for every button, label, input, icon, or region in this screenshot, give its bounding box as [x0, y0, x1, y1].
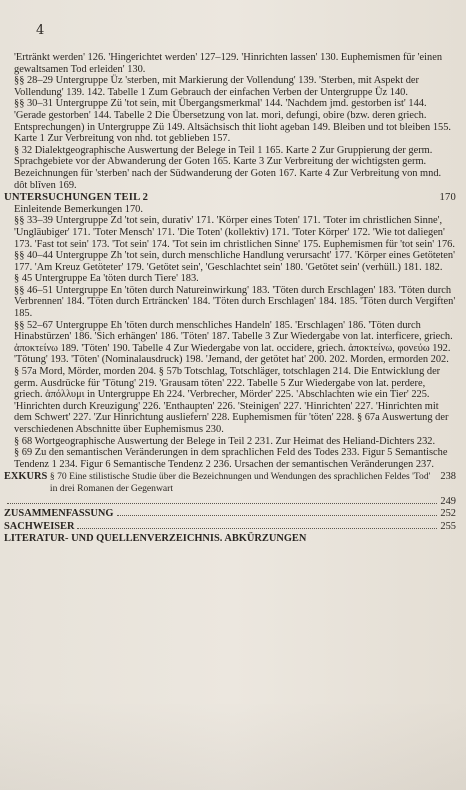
- toc-entry: §§ 52–67 Untergruppe Eh 'töten durch menschliches Handeln' 185. 'Erschlagen' 186. 'Töten durch Hinabstürzen' 186. 'Sich erhängen' 186. 'Töten' 187. Tabelle 3 Zur Wiedergabe von lat. interficere, griech. ἀποκτείνω 189. 'Töten' 190. Tabelle 4 Zur Wiedergabe von lat. occidere, griech. ἀποκτείνω, φονεύω 192. 'Tötung' 193. 'Töten' (Nominalausdruck) 198. 'Jemand, der getötet hat' 200. 202. Morden, ermorden 202. § 57a Mord, Mörder, morden 204. § 57b Totschlag, Totschläger, totschlagen 214. Die Entwicklung der germ. Ausdrücke für 'Tötung' 219. 'Grausam töten' 222. Tabelle 5 Zur Wiedergabe von lat. perdere, griech. ἀπόλλυμι in Untergruppe Eh 224. 'Verbrecher, Mörder' 225. 'Abschlachten wie ein Tier' 225. 'Hinrichten durch Kreuzigung' 226. 'Enthaupten' 226. 'Steinigen' 227. 'Hinrichten' 227. 'Hinrichten mit dem Schwert' 227. 'Zur Hinrichtung ausliefern' 228. Euphemismen für 'töten' 228. § 67a Auswertung der verschiedenen Abschnitte über Euphemismus 230.: [14, 319, 453, 435]
- exkurs-entry-2: [4, 496, 456, 508]
- zusammenfassung-entry: [4, 508, 456, 520]
- leader-dots: [117, 515, 438, 516]
- toc-entry: §§ 33–39 Untergruppe Zd 'tot sein, durativ' 171. 'Körper eines Toten' 171. 'Toter im christlichen Sinne', 'Ungläubiger' 171. 'Toter Mensch' 171. 'Die Toten' (kollektiv) 171. 'Toter Körper' 172. 'Wie tot daliegen' 173. 'Fast tot sein' 173. 'Tot sein' 174. 'Tot sein im christlichen Sinne' 175. Euphemismen für 'tot sein' 176.: [14, 215, 455, 250]
- toc-entry: Einleitende Bemerkungen 170.: [14, 203, 143, 215]
- toc-entry: § 69 Zu den semantischen Veränderungen in dem sprachlichen Feld des Todes 233. Figur 5 Semantische Tendenz 1 234. Figur 6 Semantische Tendenz 2 236. Ursachen der semantischen Veränderungen 237.: [14, 447, 448, 470]
- toc-entry: §§ 30–31 Untergruppe Zü 'tot sein, mit Übergangsmerkmal' 144. 'Nachdem jmd. gestorben ist' 144. 'Gerade gestorben' 144. Tabelle 2 Die Übersetzung von lat. mori, defungi, obire (bzw. deren griech. Entsprechungen) in Untergruppe Zü 149. Altsächsisch thit lioht ageban 149. Bleiben und tot bleiben 155. Karte 1 Zur Verbreitung von nhd. tot geblieben 157.: [14, 98, 451, 145]
- sachweiser-entry: [4, 521, 456, 533]
- section-heading-teil-2: [4, 192, 456, 204]
- leader-dots: [77, 528, 437, 529]
- exkurs-entry: [4, 471, 456, 494]
- zusammenfassung-label: ZUSAMMENFASSUNG: [4, 508, 114, 520]
- zusammenfassung-page: 252: [440, 508, 456, 520]
- section-heading-label: UNTERSUCHUNGEN TEIL 2: [4, 192, 149, 204]
- sachweiser-page: 255: [440, 520, 456, 532]
- toc-entry: § 32 Dialektgeographische Auswertung der Belege in Teil 1 165. Karte 2 Zur Gruppierung der germ. Sprachgebiete vor der Abwanderung der Goten 165. Karte 3 Zur Verbreitung der wichtigsten germ. Bezeichnungen für 'sterben' nach der Südwanderung der Goten 167. Karte 4 Zur Verbreitung von mnd. dôt blîven 169.: [14, 144, 442, 191]
- page-shadow: [0, 700, 466, 790]
- literatur-label: LITERATUR- UND QUELLENVERZEICHNIS. ABKÜRZUNGEN: [4, 533, 307, 545]
- toc-entry: § 68 Wortgeographische Auswertung der Belege in Teil 2 231. Zur Heimat des Heliand-Dichters 232.: [14, 435, 436, 447]
- leader-dots: [7, 503, 437, 504]
- toc-entry: §§ 40–44 Untergruppe Zh 'tot sein, durch menschliche Handlung verursacht' 177. 'Körper eines Getöteten' 177. 'Am Kreuz Getöteter' 179. 'Getötet sein', 'Geschlachtet sein' 180. 'Getötet sein' (verhüll.) 181. 182.: [14, 250, 455, 273]
- exkurs-text: § 70 Eine stilistische Studie über die Bezeichnungen und Wendungen des sprachlichen Feldes 'Tod' in drei Romanen der Gegenwart: [49, 471, 431, 494]
- toc-entry: § 45 Untergruppe Ea 'töten durch Tiere' 183.: [14, 273, 199, 285]
- sachweiser-label: SACHWEISER: [4, 520, 75, 532]
- page-number: 4: [36, 23, 45, 38]
- toc-entry: §§ 28–29 Untergruppe Üz 'sterben, mit Markierung der Vollendung' 139. 'Sterben, mit Aspekt der Vollendung' 139. 142. Tabelle 1 Zum Gebrauch der einfachen Verben der Untergruppe Üz 140.: [14, 75, 420, 98]
- section-heading-page: 170: [439, 192, 456, 204]
- literatur-entry: [4, 533, 456, 545]
- toc-entry: 'Ertränkt werden' 126. 'Hingerichtet werden' 127–129. 'Hinrichten lassen' 130. Euphemismen für 'einen gewaltsamen Tod erleiden' 130.: [14, 52, 443, 75]
- toc-entry: §§ 46–51 Untergruppe En 'töten durch Natureinwirkung' 183. 'Töten durch Erschlagen' 183. 'Töten durch Verbrennen' 184. 'Töten durch Erträncken' 184. 'Töten durch Erschlagen' 184. 185. 'Töten durch Vergiften' 185.: [14, 284, 456, 320]
- table-of-contents: [4, 52, 456, 545]
- exkurs-label: EXKURS: [4, 471, 48, 483]
- exkurs-page-2: 249: [440, 495, 456, 507]
- exkurs-page: 238: [440, 471, 456, 483]
